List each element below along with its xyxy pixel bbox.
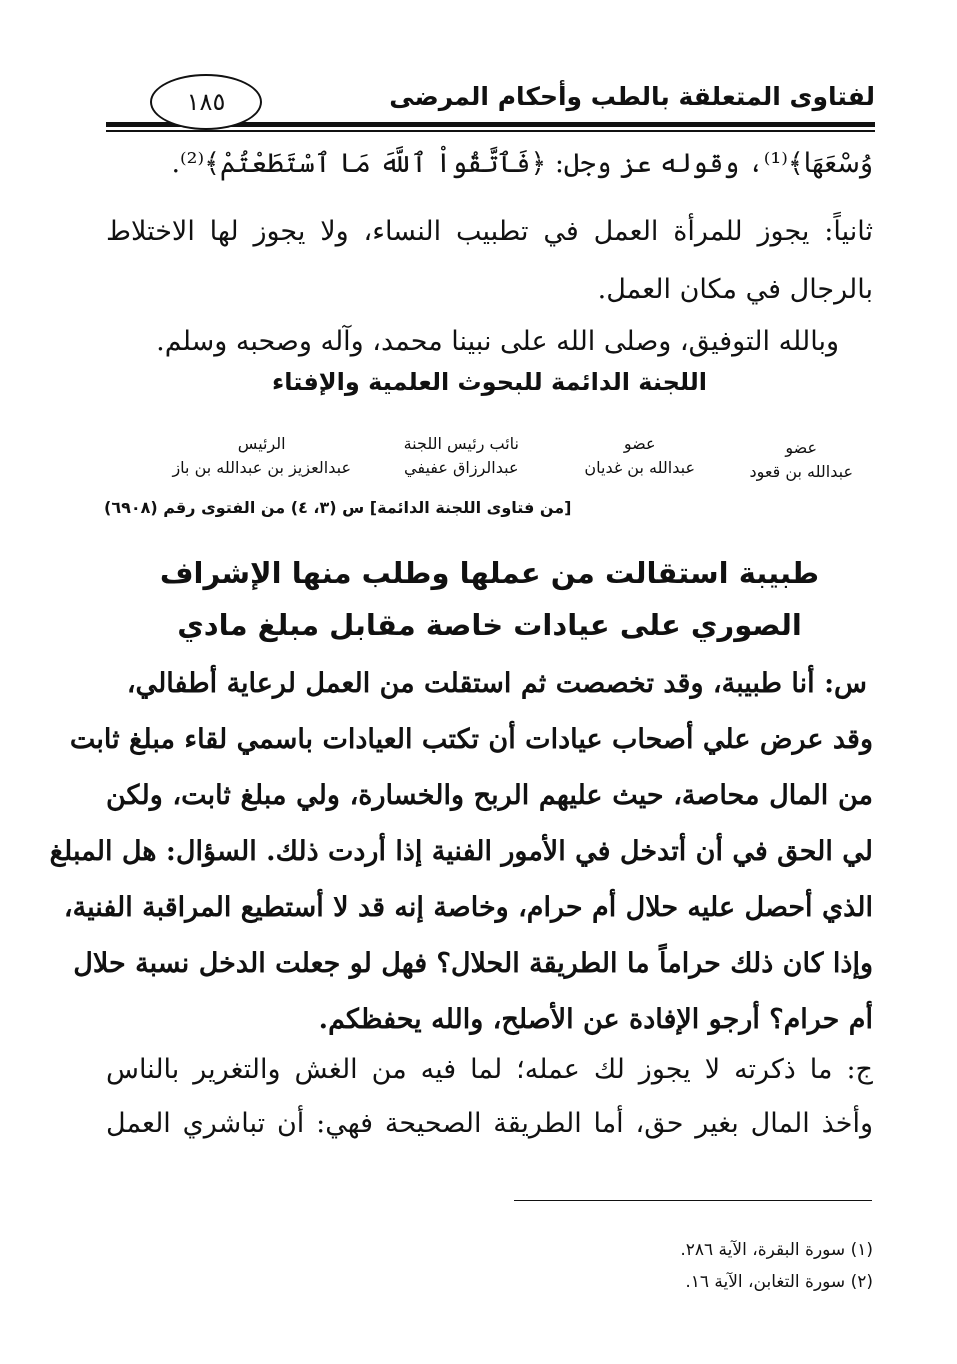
- question-line: وإذا كان ذلك حراماً ما الطريقة الحلال؟ فهل لو جعلت الدخل نسبة حلال: [73, 948, 873, 979]
- header-rule-thin: [106, 130, 875, 132]
- signature-member: [172, 434, 351, 477]
- body-line: ثانياً: يجوز للمرأة العمل في تطبيب النساء، ولا يجوز لها الاختلاط: [106, 216, 873, 247]
- footnote: (١) سورة البقرة، الآية ٢٨٦.: [680, 1240, 873, 1260]
- verse-line: وُسْعَهَا﴾⁽¹⁾، وقوله عز وجل: ﴿فَٱتَّقُواْ ٱللَّهَ مَا ٱسْتَطَعْتُمْ﴾⁽²⁾.: [171, 148, 873, 179]
- signature-member: [749, 438, 853, 481]
- question-line: الذي أحصل عليه حلال أم حرام، وخاصة إنه قد لا أستطيع المراقبة الفنية،: [63, 892, 873, 923]
- signature-name: عبدالله بن قعود: [749, 462, 853, 481]
- signature-member: [404, 434, 519, 477]
- signature-role: نائب رئيس اللجنة: [403, 434, 519, 453]
- question-line: وقد عرض علي أصحاب عيادات أن تكتب العيادات باسمي لقاء مبلغ ثابت: [69, 724, 873, 755]
- signature-role: الرئيس: [237, 434, 286, 453]
- fatwa-heading: طبيبة استقالت من عملها وطلب منها الإشراف: [159, 556, 820, 590]
- question-line: س: أنا طبيبة، وقد تخصصت ثم استقلت من العمل لرعاية أطفالي،: [126, 668, 867, 699]
- answer-line: وأخذ المال بغير حق، أما الطريقة الصحيحة فهي: أن تباشري العمل: [106, 1108, 873, 1139]
- source-note: [من فتاوى اللجنة الدائمة] س (٣، ٤) من الفتوى رقم (٦٩٠٨): [104, 498, 572, 517]
- signature-name: عبدالرزاق عفيفي: [404, 458, 519, 477]
- running-title: لفتاوى المتعلقة بالطب وأحكام المرضى: [389, 82, 875, 111]
- footnote: (٢) سورة التغابن، الآية ١٦.: [685, 1272, 873, 1292]
- signature-name: عبدالله بن غديان: [584, 458, 695, 477]
- signature-role: عضو: [623, 434, 656, 453]
- question-line: من المال محاصة، حيث عليهم الربح والخسارة، ولي مبلغ ثابت، ولكن: [106, 780, 873, 811]
- footnote-rule: [514, 1200, 872, 1201]
- signature-role: عضو: [785, 438, 818, 457]
- answer-line: ج: ما ذكرته لا يجوز لك عمله؛ لما فيه من الغش والتغرير بالناس: [106, 1054, 873, 1085]
- closing-line: وبالله التوفيق، وصلى الله على نبينا محمد، وآله وصحبه وسلم.: [156, 326, 839, 357]
- page-number: ١٨٥: [150, 74, 262, 130]
- fatwa-heading: الصوري على عيادات خاصة مقابل مبلغ مادي: [177, 608, 802, 642]
- question-line: أم حرام؟ أرجو الإفادة عن الأصلح، والله يحفظكم.: [318, 1004, 873, 1035]
- signature-name: عبدالعزيز بن عبدالله بن باز: [172, 458, 351, 477]
- committee-title: اللجنة الدائمة للبحوث العلمية والإفتاء: [272, 368, 707, 396]
- body-line: بالرجال في مكان العمل.: [597, 274, 873, 305]
- signature-member: [584, 434, 695, 477]
- question-line: لي الحق في أن أتدخل في الأمور الفنية إذا أردت ذلك. السؤال: هل المبلغ: [49, 836, 873, 867]
